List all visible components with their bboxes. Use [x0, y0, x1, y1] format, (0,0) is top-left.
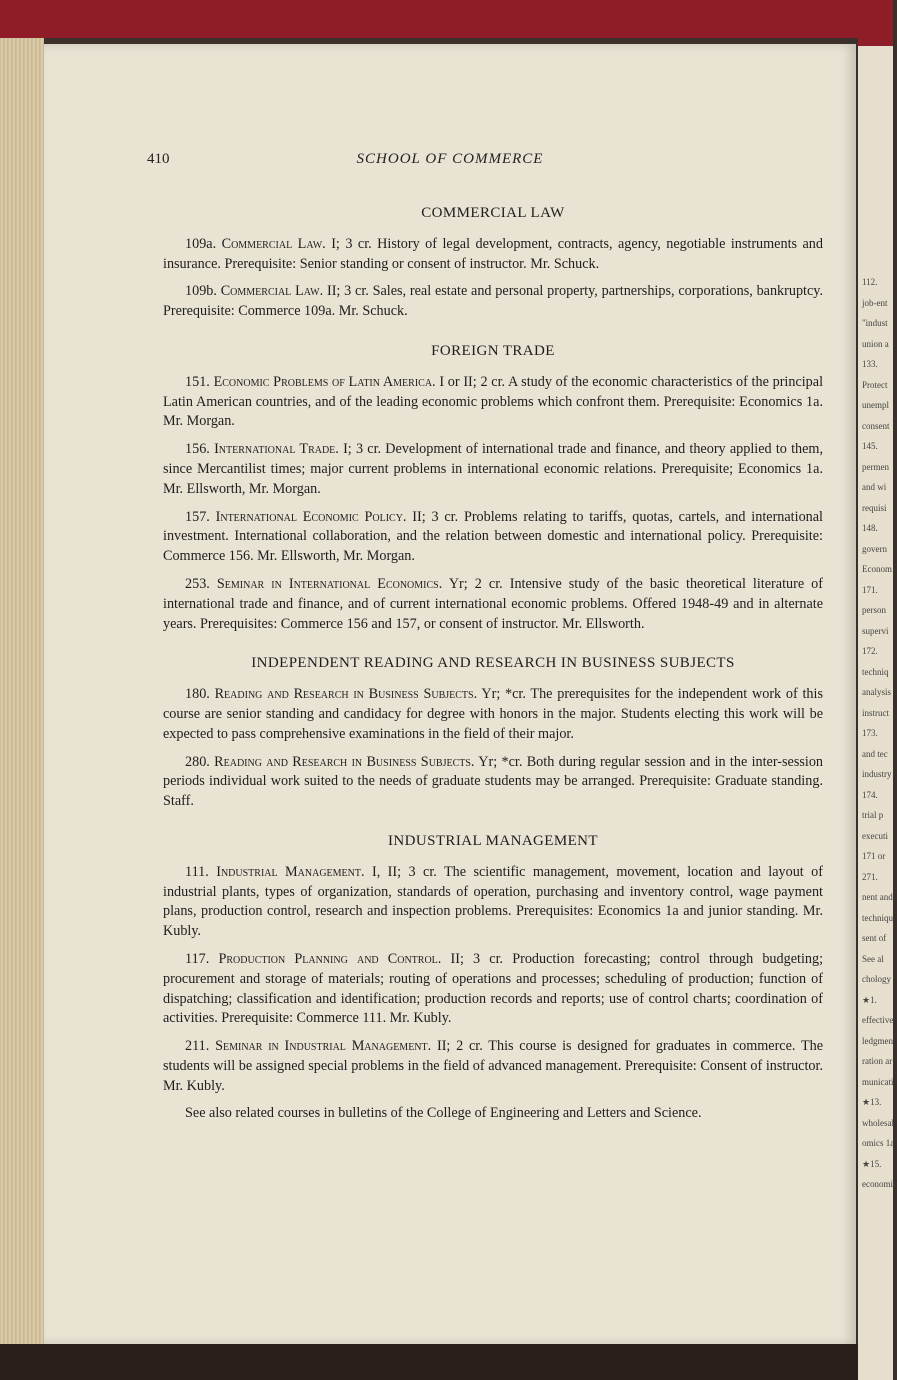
course-entry	[163, 863, 823, 942]
course-number: 280.	[185, 753, 210, 770]
running-title: SCHOOL OF COMMERCE	[356, 151, 544, 167]
adjacent-page-text-fragment: nent and	[862, 892, 893, 902]
adjacent-page-text-fragment: permen	[862, 461, 889, 472]
adjacent-page-text-fragment: omics 1a	[862, 1138, 895, 1148]
adjacent-page-text-fragment: 133.	[862, 359, 878, 369]
course-description: Yr; *cr. Both during regular session and in the inter-session periods individual work suited to the needs of graduate students may be arranged. Prerequisite: Graduate standing. Staff.	[163, 753, 824, 810]
adjacent-page-text-fragment: and wi	[862, 482, 887, 492]
section-heading: INDEPENDENT READING AND RESEARCH IN BUSINESS SUBJECTS	[251, 655, 735, 672]
course-entry	[163, 508, 823, 567]
course-number: 111.	[185, 863, 209, 880]
page-number: 410	[147, 151, 170, 167]
course-description: Yr; *cr. The prerequisites for the independent work of this course are senior standing and candidacy for degree with honors in the major. Students electing this work will be expected to pass comprehensive examinations in the field of their major.	[163, 686, 823, 742]
adjacent-page-text-fragment: wholesal	[862, 1117, 894, 1128]
adjacent-page-text-fragment: 145.	[862, 441, 878, 451]
adjacent-page-text-fragment: ration ar	[862, 1056, 893, 1066]
adjacent-page-text-fragment: industry	[862, 769, 892, 779]
course-number: 109a.	[185, 235, 217, 252]
adjacent-page-text-fragment: 271.	[862, 871, 878, 882]
course-title: Seminar in International Economics.	[216, 575, 443, 592]
course-entry	[163, 1037, 823, 1096]
adjacent-page-text-fragment: 112.	[862, 277, 878, 287]
course-number: 180.	[185, 686, 210, 703]
adjacent-page-text-fragment: job-ent	[862, 297, 888, 308]
course-description: I; 3 cr. Development of international trade and finance, and theory applied to them, since Mercantilist times; major current problems in international economic relations. Prerequisite; Economics 1a. Mr. Ellsworth, Mr. Morgan.	[163, 441, 824, 497]
book-page-edges	[0, 38, 44, 1380]
adjacent-page-text-fragment: and tec	[862, 748, 888, 759]
course-entry	[163, 235, 823, 275]
adjacent-page-text-fragment: "indust	[862, 318, 888, 328]
adjacent-page-text-fragment: consent	[862, 420, 890, 431]
adjacent-page-text-fragment: govern	[862, 543, 887, 554]
see-also-note: See also related courses in bulletins of the College of Engineering and Letters and Science.	[185, 1105, 702, 1122]
course-description: II; 2 cr. This course is designed for graduates in commerce. The students will be assigned special problems in the field of advanced management. Prerequisite: Consent of instructor. Mr. Kubly.	[163, 1038, 824, 1094]
book-bottom-shadow	[0, 1344, 860, 1380]
adjacent-page-text-fragment: effective	[862, 1015, 894, 1025]
course-number: 211.	[185, 1038, 210, 1055]
adjacent-page-text-fragment: 148.	[862, 523, 878, 533]
adjacent-page-text-fragment: instruct	[862, 707, 889, 718]
adjacent-page-binding	[858, 36, 893, 46]
adjacent-page-text-fragment: trial p	[862, 810, 884, 820]
course-entry	[163, 950, 823, 1029]
course-description: II; 3 cr. Sales, real estate and personal property, partnerships, corporations, bankruptcy. Prerequisite: Commerce 109a. Mr. Schuck.	[163, 283, 824, 320]
section-spacer	[163, 642, 823, 654]
adjacent-page-text-fragment: chology	[862, 974, 891, 984]
adjacent-page-text-fragment: unempl	[862, 400, 889, 410]
adjacent-page-text-fragment: 171 or	[862, 851, 886, 861]
adjacent-page-text-fragment: analysis	[862, 687, 891, 697]
adjacent-page-sliver	[858, 36, 897, 1380]
adjacent-page-text-fragment: ★13.	[862, 1097, 882, 1107]
book-cover-top-edge	[0, 0, 893, 38]
section-heading: FOREIGN TRADE	[431, 342, 555, 359]
course-description: I or II; 2 cr. A study of the economic characteristics of the principal Latin American countries, and of the leading economic problems which confront them. Prerequisite: Economics 1a. Mr. Morgan.	[163, 373, 824, 430]
adjacent-page-text-fragment: 172.	[862, 646, 878, 656]
adjacent-page-text-fragment: 173.	[862, 728, 878, 738]
adjacent-page-text-fragment: ledgmen	[862, 1035, 893, 1046]
course-entry	[163, 440, 823, 499]
course-title: Production Planning and Control.	[218, 950, 442, 967]
course-number: 151.	[185, 373, 210, 390]
course-title: International Trade.	[214, 441, 339, 458]
course-description: Yr; 2 cr. Intensive study of the basic theoretical literature of international trade and finance, and of current international economic problems. Offered 1948-49 and in alternate years. Prerequisites: Commerce 156 and 157, or consent of instructor. Mr. Ellsworth.	[163, 575, 823, 632]
adjacent-page-text-fragment: Protect	[862, 379, 888, 390]
course-number: 253.	[185, 575, 210, 592]
course-description: II; 3 cr. Production forecasting; control through budgeting; procurement and storage of materials; routing of operations and processes; scheduling of production; function of dispatching; classification and identification; production records and reports; use of control charts; coordination of activities. Prerequisite: Commerce 111. Mr. Kubly.	[163, 950, 824, 1027]
adjacent-page-text-fragment: requisi	[862, 502, 887, 513]
section-spacer	[163, 330, 823, 342]
course-title: Economic Problems of Latin America.	[213, 373, 436, 390]
adjacent-page-text-fragment: supervi	[862, 625, 889, 636]
course-number: 117.	[185, 950, 210, 967]
course-title: Industrial Management.	[216, 863, 365, 880]
adjacent-page-text-fragment: 174.	[862, 789, 878, 800]
course-title: Seminar in Industrial Management.	[215, 1038, 432, 1055]
course-title: Commercial Law.	[221, 235, 326, 252]
section-heading: COMMERCIAL LAW	[421, 205, 565, 221]
adjacent-page-text-fragment: techniqu	[862, 912, 893, 923]
adjacent-page-text-fragment: ★15.	[862, 1158, 882, 1169]
adjacent-page-text-fragment: person	[862, 605, 886, 615]
course-title: Reading and Research in Business Subjects.	[214, 753, 475, 770]
adjacent-page-text-fragment: sent of	[862, 933, 887, 943]
adjacent-page-text-fragment: municati	[862, 1076, 894, 1087]
course-number: 157.	[185, 508, 210, 525]
adjacent-page-text-fragment: economic	[862, 1179, 897, 1189]
course-entry	[163, 753, 823, 812]
adjacent-page-text-fragment: techniq	[862, 666, 889, 677]
adjacent-page-text-fragment: Econom	[862, 564, 892, 574]
course-title: Commercial Law.	[220, 283, 324, 300]
adjacent-page-text-fragment: 171.	[862, 584, 878, 595]
adjacent-page-text-fragment: ★1.	[862, 994, 877, 1005]
book-page	[44, 44, 856, 1344]
course-number: 109b.	[185, 283, 217, 300]
course-entry	[163, 575, 823, 634]
section-spacer	[163, 820, 823, 832]
course-entry	[163, 282, 823, 322]
adjacent-page-text-fragment: See al	[862, 953, 884, 964]
course-title: International Economic Policy.	[215, 508, 407, 525]
course-entry	[163, 373, 823, 432]
course-entry	[163, 685, 823, 744]
page-content	[163, 204, 823, 1124]
adjacent-page-text-fragment: union a	[862, 338, 889, 349]
adjacent-page-text-fragment: executi	[862, 830, 888, 841]
course-title: Reading and Research in Business Subjects.	[214, 686, 478, 703]
course-number: 156.	[185, 441, 210, 458]
course-description: I; 3 cr. History of legal development, contracts, agency, negotiable instruments and insurance. Prerequisite: Senior standing or consent of instructor. Mr. Schuck.	[163, 235, 823, 272]
course-description: I, II; 3 cr. The scientific management, movement, location and layout of industrial plants, types of organization, standards of operation, purchasing and inventory control, wage payment plans, production control, research and inspection problems. Prerequisites: Economics 1a and junior standing. Mr. Kubly.	[163, 863, 823, 940]
section-heading: INDUSTRIAL MANAGEMENT	[388, 832, 598, 849]
course-description: II; 3 cr. Problems relating to tariffs, quotas, cartels, and international investment. International collaboration, and the relation between domestic and international policy. Prerequisite: Commerce 156. Mr. Ellsworth, Mr. Morgan.	[163, 508, 823, 565]
